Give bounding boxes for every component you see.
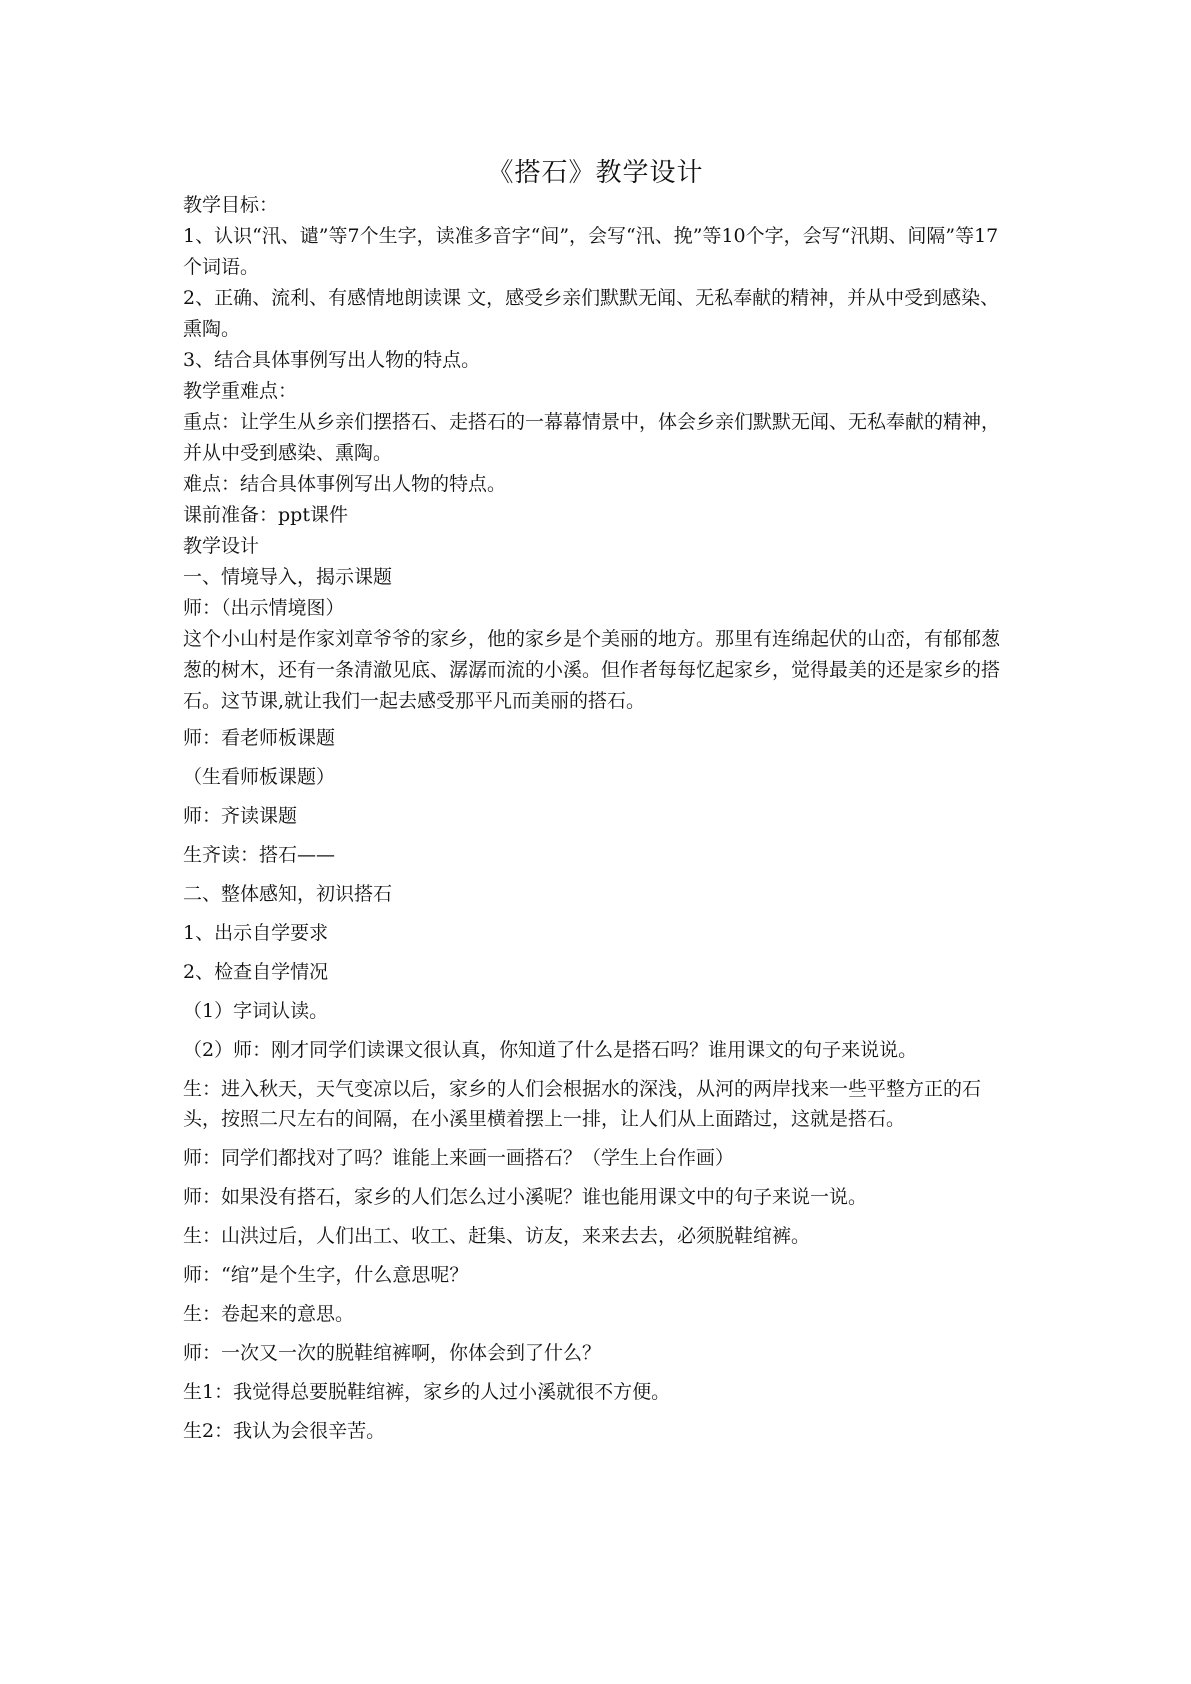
keypoint: 重点：让学生从乡亲们摆搭石、走搭石的一幕幕情景中，体会乡亲们默默无闻、无私奉献的精神，并从中受到感染、熏陶。 bbox=[183, 411, 1001, 464]
teacher-line-3: 师：齐读课题 bbox=[183, 805, 298, 827]
teacher-line-7: 师：一次又一次的脱鞋绾裤啊，你体会到了什么？ bbox=[183, 1342, 602, 1364]
objective-1: 1、认识“汛、谴”等7个生字，读准多音字“间”，会写“汛、挽”等10个字，会写“汛期、间隔”等17个词语。 bbox=[183, 225, 999, 278]
step-1: 1、出示自学要求 bbox=[183, 922, 329, 944]
student-line-7: 生2：我认为会很辛苦。 bbox=[183, 1420, 386, 1442]
student-line-2: 生齐读：搭石—— bbox=[183, 844, 336, 866]
student-line-3: 生：进入秋天，天气变凉以后，家乡的人们会根据水的深浅，从河的两岸找来一些平整方正的石头，按照二尺左右的间隔，在小溪里横着摆上一排，让人们从上面踏过，这就是搭石。 bbox=[183, 1078, 982, 1130]
preparation: 课前准备：ppt课件 bbox=[183, 504, 348, 526]
student-line-1: （生看师板课题） bbox=[183, 766, 336, 788]
substep-2: （2）师：刚才同学们读课文很认真，你知道了什么是搭石吗？谁用课文的句子来说说。 bbox=[183, 1039, 918, 1061]
teacher-line-2: 师：看老师板课题 bbox=[183, 727, 336, 749]
teacher-line-5: 师：如果没有搭石，家乡的人们怎么过小溪呢？谁也能用课文中的句子来说一说。 bbox=[183, 1186, 868, 1208]
keypoints-heading: 教学重难点： bbox=[183, 380, 298, 402]
document-title: 《搭石》教学设计 bbox=[487, 158, 704, 188]
part-2-heading: 二、整体感知，初识搭石 bbox=[183, 883, 393, 905]
teacher-line-6: 师：“绾”是个生字，什么意思呢？ bbox=[183, 1264, 469, 1286]
objective-3: 3、结合具体事例写出人物的特点。 bbox=[183, 349, 481, 371]
step-2: 2、检查自学情况 bbox=[183, 961, 329, 983]
teacher-line-4: 师：同学们都找对了吗？谁能上来画一画搭石？（学生上台作画） bbox=[183, 1147, 735, 1169]
substep-1: （1）字词认读。 bbox=[183, 1000, 329, 1022]
objective-2: 2、正确、流利、有感情地朗读课 文，感受乡亲们默默无闻、无私奉献的精神，并从中受到感染、熏陶。 bbox=[183, 287, 1000, 340]
student-line-4: 生：山洪过后，人们出工、收工、赶集、访友，来来去去，必须脱鞋绾裤。 bbox=[183, 1225, 811, 1247]
difficulty: 难点：结合具体事例写出人物的特点。 bbox=[183, 473, 507, 495]
student-line-6: 生1：我觉得总要脱鞋绾裤，家乡的人过小溪就很不方便。 bbox=[183, 1381, 671, 1403]
dialog-section bbox=[183, 723, 1013, 1446]
intro-paragraph: 这个小山村是作家刘章爷爷的家乡，他的家乡是个美丽的地方。那里有连绵起伏的山峦，有郁郁葱葱的树木，还有一条清澈见底、潺潺而流的小溪。但作者每每忆起家乡，觉得最美的还是家乡的搭石。这节课,就让我们一起去感受那平凡而美丽的搭石。 bbox=[183, 628, 1001, 712]
document-body bbox=[183, 190, 1013, 1446]
teacher-line-1: 师：（出示情境图） bbox=[183, 597, 345, 619]
objectives-heading: 教学目标： bbox=[183, 194, 279, 216]
part-1-heading: 一、情境导入，揭示课题 bbox=[183, 566, 393, 588]
design-heading: 教学设计 bbox=[183, 535, 260, 557]
student-line-5: 生：卷起来的意思。 bbox=[183, 1303, 355, 1325]
